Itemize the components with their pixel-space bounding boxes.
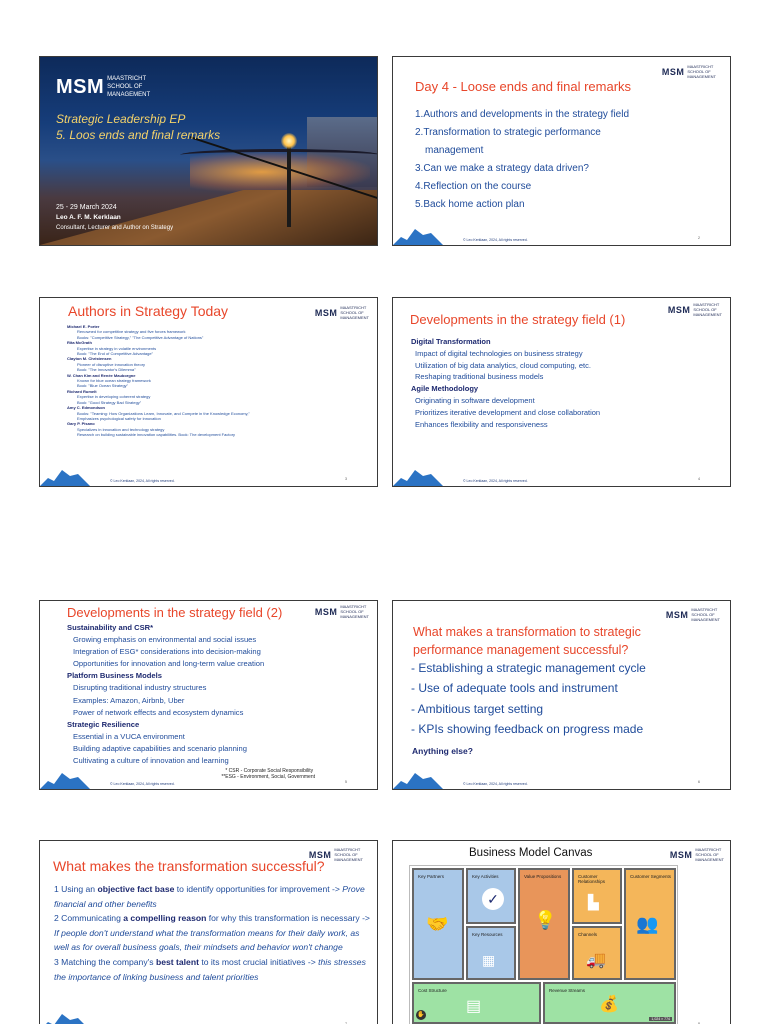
cover-dates: 25 - 29 March 2024 xyxy=(56,204,117,211)
page-number: 4 xyxy=(698,477,700,481)
paragraph: 3 Matching the company's best talent to its most crucial initiatives -> this stresses the importance of linking business and talent priorities xyxy=(54,956,366,982)
copyright: © Leo Kerklaan, 2024, All rights reserved. xyxy=(110,479,175,483)
lamp-light xyxy=(281,133,297,149)
slide-body xyxy=(67,622,264,767)
cover-title: Strategic Leadership EP xyxy=(56,112,186,126)
author-name: Amy C. Edmondson xyxy=(67,405,106,411)
msm-logo: MSM MAASTRICHT SCHOOL OF MANAGEMENT xyxy=(56,75,151,98)
msm-logo: MSM MAASTRICHT SCHOOL OF MANAGEMENT xyxy=(314,305,369,320)
presenter-name: Leo A. F. M. Kerklaan xyxy=(56,214,121,221)
section-heading: Sustainability and CSR* xyxy=(67,623,154,632)
list-item: 2.Transformation to strategic performance xyxy=(415,127,601,138)
list-item: Disrupting traditional industry structures xyxy=(73,683,207,693)
receipt-icon: ▤ xyxy=(466,998,482,1015)
list-item: Power of network effects and ecosystem dynamics xyxy=(73,707,244,717)
list-item: Examples: Amazon, Airbnb, Uber xyxy=(73,695,185,705)
msm-logo: MSM MAASTRICHT SCHOOL OF MANAGEMENT xyxy=(669,847,724,862)
slide-transformation-success xyxy=(39,840,378,1024)
list-item: 5.Back home action plan xyxy=(415,199,525,210)
list-item: Enhances flexibility and responsiveness xyxy=(415,419,548,429)
mountain-graphic xyxy=(40,464,102,486)
footnotes: * CSR - Corporate Social Responsibility **ESG - Environment, Social, Government xyxy=(221,768,315,780)
cost-structure-block: Cost Structure ▤ ✋ xyxy=(412,982,541,1024)
list-item: Utilization of big data analytics, cloud computing, etc. xyxy=(415,360,591,370)
msm-logo: MSM MAASTRICHT SCHOOL OF MANAGEMENT xyxy=(314,604,369,619)
list-item: - Ambitious target setting xyxy=(411,701,544,716)
author-name: Clayton M. Christensen xyxy=(67,356,112,362)
page-number: 6 xyxy=(698,780,700,784)
key-resources-block: Key Resources ▦ xyxy=(466,926,516,980)
revenue-streams-block: Revenue Streams 💰 1,024 × 774 xyxy=(543,982,676,1024)
presenter-role: Consultant, Lecturer and Author on Strategy xyxy=(56,225,174,231)
slide-title: Authors in Strategy Today xyxy=(68,303,229,319)
list-item: 1.Authors and developments in the strategy field xyxy=(415,109,630,120)
slide-business-model-canvas xyxy=(392,840,731,1024)
list-item: - Use of adequate tools and instrument xyxy=(411,681,618,696)
paragraph: 1 Using an objective fact base to identify opportunities for improvement -> Prove financial and other benefits xyxy=(54,884,365,909)
list-item: Cultivating a culture of innovation and learning xyxy=(73,756,229,766)
bricks-icon: ▦ xyxy=(482,952,496,968)
slide-title: What makes the transformation successful? xyxy=(53,858,325,874)
slide-title: Day 4 - Loose ends and final remarks xyxy=(415,79,632,94)
author-name: Michael E. Porter xyxy=(67,324,100,329)
key-partners-block: Key Partners 🤝 xyxy=(412,868,464,980)
slide-agenda xyxy=(392,56,731,246)
msm-logo: MSM MAASTRICHT SCHOOL OF MANAGEMENT xyxy=(308,847,363,862)
section-heading: Digital Transformation xyxy=(411,337,491,346)
slide-title: What makes a transformation to strategic performance management successful? xyxy=(413,625,641,657)
customer-segments-block: Customer Segments 👥 xyxy=(624,868,676,980)
slide-title: Developments in the strategy field (1) xyxy=(410,312,626,327)
mountain-graphic xyxy=(40,767,102,789)
slide-body xyxy=(54,882,374,984)
author-name: Richard Rumelt xyxy=(67,388,97,394)
list-item: Essential in a VUCA environment xyxy=(73,731,185,741)
people-icon: 👥 xyxy=(636,914,659,934)
cover-subtitle: 5. Loos ends and final remarks xyxy=(56,128,221,142)
copyright: © Leo Kerklaan, 2024, All rights reserved. xyxy=(463,479,528,483)
section-heading: Strategic Resilience xyxy=(67,719,140,729)
page-number: 3 xyxy=(345,477,347,481)
section-heading: Agile Methodology xyxy=(411,384,479,394)
author-name: W. Chan Kim and Renée Mauborgne xyxy=(67,372,136,378)
list-item: Building adaptive capabilities and scenario planning xyxy=(73,743,247,753)
list-item: Opportunities for innovation and long-term value creation xyxy=(73,659,265,669)
handshake-icon: 🤝 xyxy=(426,914,449,934)
list-item: Reshaping traditional business models xyxy=(415,372,544,382)
list-item: Impact of digital technologies on business strategy xyxy=(415,348,583,358)
author-name: Rita McGrath xyxy=(67,340,92,346)
value-propositions-block: Value Propositions 💡 xyxy=(518,868,570,980)
customer-relationships-block: Customer Relationships ▙ xyxy=(572,868,622,924)
author-name: Gary P. Pisano xyxy=(67,421,95,427)
list-item: - Establishing a strategic management cycle xyxy=(411,661,646,675)
list-item: management xyxy=(425,145,484,156)
truck-icon: 🚚 xyxy=(586,952,606,969)
list-item: 4.Reflection on the course xyxy=(415,181,532,192)
list-item: Integration of ESG* considerations into decision-making xyxy=(73,647,261,657)
paragraph: 2 Communicating a compelling reason for why this transformation is necessary -> If people don't understand what the transformation means for their daily work, as well as for overall business goals, their mindsets and behavior won't change xyxy=(54,913,370,953)
list-item: Prioritizes iterative development and close collaboration xyxy=(415,407,601,417)
success-factors-list xyxy=(411,658,646,739)
msm-logo: MSM MAASTRICHT SCHOOL OF MANAGEMENT xyxy=(667,302,722,317)
checkmark-icon: ✓ xyxy=(482,888,504,910)
page-number: 8 xyxy=(698,1022,700,1024)
copyright: © Leo Kerklaan, 2024, All rights reserved. xyxy=(463,782,528,786)
page-number: 7 xyxy=(345,1022,347,1024)
list-item: - KPIs showing feedback on progress made xyxy=(411,721,644,736)
image-size-badge: 1,024 × 774 xyxy=(651,1017,670,1021)
mountain-graphic xyxy=(40,1008,102,1024)
lightbulb-icon: 💡 xyxy=(534,910,557,930)
slide-body xyxy=(411,336,600,430)
msm-logo: MSM MAASTRICHT SCHOOL OF MANAGEMENT xyxy=(661,64,716,79)
slide-authors xyxy=(39,297,378,487)
agenda-list xyxy=(415,106,629,214)
list-item: 3.Can we make a strategy data driven? xyxy=(415,163,589,174)
hand-tool-icon[interactable]: ✋ xyxy=(417,1012,425,1018)
money-bag-icon: 💰 xyxy=(599,996,619,1013)
list-item: Growing emphasis on environmental and social issues xyxy=(73,635,257,645)
channels-block: Channels 🚚 xyxy=(572,926,622,980)
copyright: © Leo Kerklaan, 2024, All rights reserved. xyxy=(463,238,528,242)
slide-developments-2 xyxy=(39,600,378,790)
slide-cover xyxy=(39,56,378,246)
slide-title: Developments in the strategy field (2) xyxy=(67,605,283,620)
slide-developments-1 xyxy=(392,297,731,487)
mountain-graphic xyxy=(393,767,455,789)
mountain-graphic xyxy=(393,464,455,486)
page-number: 2 xyxy=(698,236,700,240)
closing-question: Anything else? xyxy=(412,746,473,756)
list-item: Originating in software development xyxy=(415,395,535,405)
street-lamp xyxy=(287,137,291,227)
authors-list: Michael E. Porter Renowned for competitive strategy and five forces framework Books: "Competitive Strategy," "The Competitive Advantage of Nations" Rita McGrath Expertise in strategy in volatile environments Book: "The End of Competitive Advantage" Clayton M. Christensen Pioneer of disruptive innovation theory Book: "The Innovator's Dilemma" W. Chan Kim and Renée Mauborgne Known for blue ocean strategy framework Book: "Blue Ocean Strategy" Richard Rumelt Expertise in developing coherent strategy Book: "Good Strategy Bad Strategy" Amy C. Edmondson Books: "Teaming: How Organizations Learn, Innovate, and Compete in the Knowledge Economy," Emphasizes psychological safety for innovation Gary P. Pisano Specializes in innovation and technology strategy Research on building sustainable innovation capabilities. Book: The development Factory xyxy=(67,324,357,438)
msm-logo: MSM MAASTRICHT SCHOOL OF MANAGEMENT xyxy=(665,607,720,622)
slide-transformation-question xyxy=(392,600,731,790)
copyright: © Leo Kerklaan, 2024, All rights reserved. xyxy=(110,782,175,786)
page-number: 5 xyxy=(345,780,347,784)
canvas-title: Business Model Canvas xyxy=(469,847,593,859)
business-model-canvas xyxy=(409,865,678,1024)
chat-icon: ▙ xyxy=(588,894,599,910)
mountain-graphic xyxy=(393,223,455,245)
key-activities-block: Key Activities ✓ xyxy=(466,868,516,924)
section-heading: Platform Business Models xyxy=(67,671,162,681)
